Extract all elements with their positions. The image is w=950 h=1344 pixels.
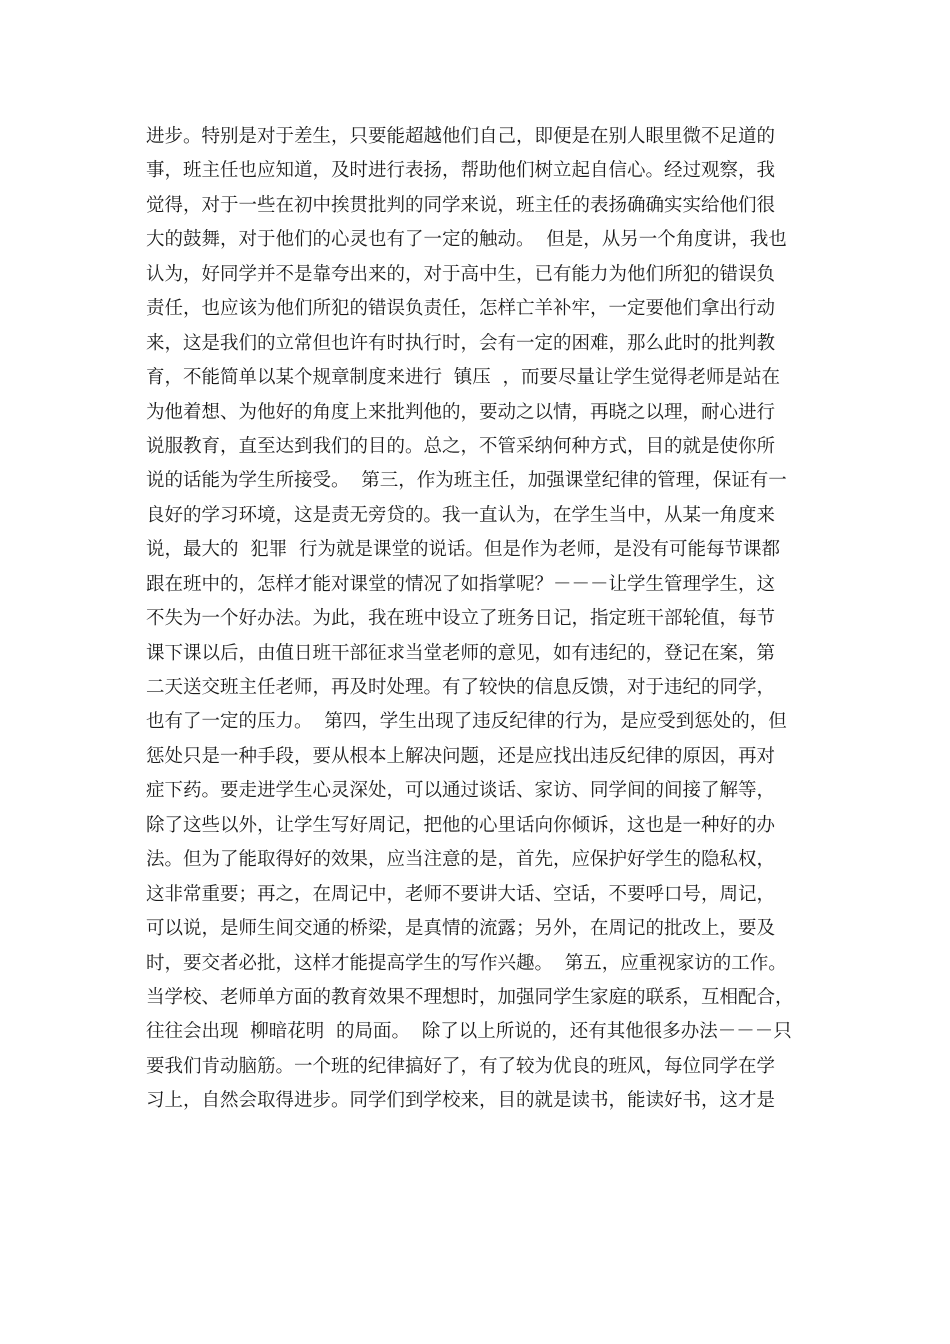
text-line: 当学校、老师单方面的教育效果不理想时，加强同学生家庭的联系，互相配合， xyxy=(146,986,794,1008)
text-line: 责任，也应该为他们所犯的错误负责任，怎样亡羊补牢，一定要他们拿出行动 xyxy=(146,298,776,320)
text-line: 说服教育，直至达到我们的目的。总之，不管采纳何种方式，目的就是使你所 xyxy=(146,435,776,457)
text-line: 课下课以后，由值日班干部征求当堂老师的意见，如有违纪的，登记在案，第 xyxy=(146,642,776,664)
text-line: 认为，好同学并不是靠夸出来的，对于高中生，已有能力为他们所犯的错误负 xyxy=(146,263,776,285)
body-text xyxy=(146,120,816,1119)
text-line: 往往会出现 柳暗花明 的局面。 除了以上所说的，还有其他很多办法－－－只 xyxy=(146,1021,792,1043)
text-line: 也有了一定的压力。 第四，学生出现了违反纪律的行为，是应受到惩处的，但 xyxy=(146,711,787,733)
text-line: 二天送交班主任老师，再及时处理。有了较快的信息反馈，对于违纪的同学， xyxy=(146,677,776,698)
text-line: 事，班主任也应知道，及时进行表扬，帮助他们树立起自信心。经过观察，我 xyxy=(146,160,776,182)
text-line: 不失为一个好办法。为此，我在班中设立了班务日记，指定班干部轮值，每节 xyxy=(146,608,776,630)
text-line: 惩处只是一种手段，要从根本上解决问题，还是应找出违反纪律的原因，再对 xyxy=(146,745,776,767)
text-line: 跟在班中的，怎样才能对课堂的情况了如指掌呢？－－－让学生管理学生，这 xyxy=(146,573,776,595)
text-line: 要我们肯动脑筋。一个班的纪律搞好了，有了较为优良的班风，每位同学在学 xyxy=(146,1055,776,1077)
text-line: 来，这是我们的立常但也许有时执行时，会有一定的困难，那么此时的批判教 xyxy=(146,332,776,354)
text-line: 大的鼓舞，对于他们的心灵也有了一定的触动。 但是，从另一个角度讲，我也 xyxy=(146,229,787,251)
text-line: 说的话能为学生所接受。 第三，作为班主任，加强课堂纪律的管理，保证有一 xyxy=(146,470,787,492)
text-line: 为他着想、为他好的角度上来批判他的，要动之以情，再晓之以理，耐心进行 xyxy=(146,401,776,423)
text-line: 觉得，对于一些在初中挨贯批判的同学来说，班主任的表扬确确实实给他们很 xyxy=(146,194,776,216)
text-line: 进步。特别是对于差生，只要能超越他们自己，即便是在别人眼里微不足道的 xyxy=(146,126,776,147)
text-line: 育，不能简单以某个规章制度来进行 镇压 ，而要尽量让学生觉得老师是站在 xyxy=(146,367,781,389)
text-line: 法。但为了能取得好的效果，应当注意的是，首先，应保护好学生的隐私权， xyxy=(146,849,776,871)
text-line: 说，最大的 犯罪 行为就是课堂的说话。但是作为老师，是没有可能每节课都 xyxy=(146,539,781,561)
text-line: 除了这些以外，让学生写好周记，把他的心里话向你倾诉，这也是一种好的办 xyxy=(146,814,776,836)
text-line: 习上，自然会取得进步。同学们到学校来，目的就是读书，能读好书，这才是 xyxy=(146,1090,776,1112)
text-line: 症下药。要走进学生心灵深处，可以通过谈话、家访、同学间的间接了解等， xyxy=(146,780,776,802)
text-line: 良好的学习环境，这是责无旁贷的。我一直认为，在学生当中，从某一角度来 xyxy=(146,504,776,526)
text-line: 可以说，是师生间交通的桥梁，是真情的流露；另外，在周记的批改上，要及 xyxy=(146,918,776,940)
text-line: 这非常重要；再之，在周记中，老师不要讲大话、空话，不要呼口号，周记， xyxy=(146,883,776,905)
text-line: 时，要交者必批，这样才能提高学生的写作兴趣。 第五，应重视家访的工作。 xyxy=(146,952,787,974)
